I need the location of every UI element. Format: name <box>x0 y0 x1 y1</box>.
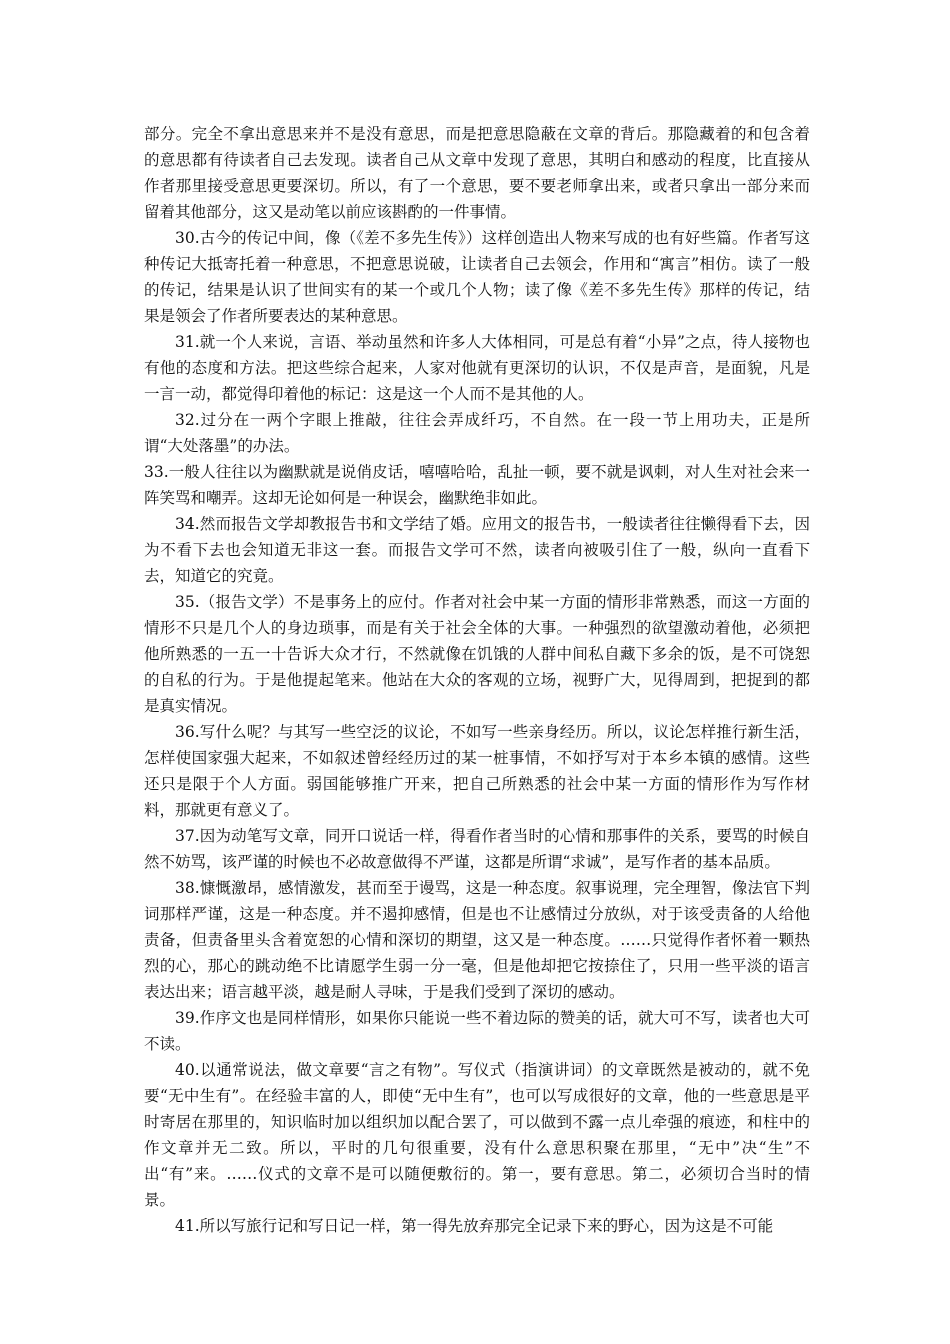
paragraph-37: 37.因为动笔写文章，同开口说话一样，得看作者当时的心情和那事件的关系，要骂的时候自然不妨骂，该严谨的时候也不必故意做得不严谨，这都是所谓“求诚”，是写作者的基本品质。 <box>144 827 810 871</box>
paragraph-35: 35.（报告文学）不是事务上的应付。作者对社会中某一方面的情形非常熟悉，而这一方面的情形不只是几个人的身边琐事，而是有关于社会全体的大事。一种强烈的欲望激动着他，必须把他所熟悉的一五一十告诉大众才行，不然就像在饥饿的人群中间私自藏下多余的饭，是不可饶恕的自私的行为。于是他提起笔来。他站在大众的客观的立场，视野广大，见得周到，把捉到的都是真实情况。 <box>144 593 810 715</box>
paragraph-39: 39.作序文也是同样情形，如果你只能说一些不着边际的赞美的话，就大可不写，读者也大可不读。 <box>144 1009 810 1053</box>
paragraph-32: 32.过分在一两个字眼上推敲，往往会弄成纤巧，不自然。在一段一节上用功夫，正是所谓“大处落墨”的办法。 <box>144 411 810 455</box>
paragraph-38: 38.慷慨激昂，感情激发，甚而至于谩骂，这是一种态度。叙事说理，完全理智，像法官下判词那样严谨，这是一种态度。并不遏抑感情，但是也不让感情过分放纵，对于该受责备的人给他责备，但责备里头含着宽恕的心情和深切的期望，这又是一种态度。……只觉得作者怀着一颗热烈的心，那心的跳动绝不比请愿学生弱一分一毫，但是他却把它按捺住了，只用一些平淡的语言表达出来；语言越平淡，越是耐人寻味，于是我们受到了深切的感动。 <box>144 879 810 1001</box>
paragraph-30: 30.古今的传记中间，像（《差不多先生传》）这样创造出人物来写成的也有好些篇。作者写这种传记大抵寄托着一种意思，不把意思说破，让读者自己去领会，作用和“寓言”相仿。读了一般的传记，结果是认识了世间实有的某一个或几个人物；读了像《差不多先生传》那样的传记，结果是领会了作者所要表达的某种意思。 <box>144 229 810 325</box>
paragraph-34: 34.然而报告文学却教报告书和文学结了婚。应用文的报告书，一般读者往往懒得看下去，因为不看下去也会知道无非这一套。而报告文学可不然，读者向被吸引住了一般，纵向一直看下去，知道它的究竟。 <box>144 515 810 585</box>
document-body <box>144 121 810 1239</box>
paragraph-33: 33.一般人往往以为幽默就是说俏皮话，嘻嘻哈哈，乱扯一顿，要不就是讽刺，对人生对社会来一阵笑骂和嘲弄。这却无论如何是一种误会，幽默绝非如此。 <box>144 463 810 507</box>
paragraph-41: 41.所以写旅行记和写日记一样，第一得先放弃那完全记录下来的野心，因为这是不可能 <box>175 1217 774 1235</box>
paragraph-31: 31.就一个人来说，言语、举动虽然和许多人大体相同，可是总有着“小异”之点，待人接物也有他的态度和方法。把这些综合起来，人家对他就有更深切的认识，不仅是声音，是面貌，凡是一言一动，都觉得印着他的标记：这是这一个人而不是其他的人。 <box>144 333 810 403</box>
paragraph-36: 36.写什么呢？与其写一些空泛的议论，不如写一些亲身经历。所以，议论怎样推行新生活，怎样使国家强大起来，不如叙述曾经经历过的某一桩事情，不如抒写对于本乡本镇的感情。这些还只是限于个人方面。弱国能够推广开来，把自己所熟悉的社会中某一方面的情形作为写作材料，那就更有意义了。 <box>144 723 810 819</box>
paragraph-continuation: 部分。完全不拿出意思来并不是没有意思，而是把意思隐蔽在文章的背后。那隐藏着的和包含着的意思都有待读者自己去发现。读者自己从文章中发现了意思，其明白和感动的程度，比直接从作者那里接受意思更要深切。所以，有了一个意思，要不要老师拿出来，或者只拿出一部分来而留着其他部分，这又是动笔以前应该斟酌的一件事情。 <box>144 125 810 221</box>
paragraph-40: 40.以通常说法，做文章要“言之有物”。写仪式（指演讲词）的文章既然是被动的，就不免要“无中生有”。在经验丰富的人，即使“无中生有”，也可以写成很好的文章，他的一些意思是平时寄居在那里的，知识临时加以组织加以配合罢了，可以做到不露一点儿牵强的痕迹，和柱中的作文章并无二致。所以，平时的几句很重要，没有什么意思积聚在那里，“无中”决“生”不出“有”来。……仪式的文章不是可以随便敷衍的。第一，要有意思。第二，必须切合当时的情景。 <box>144 1061 810 1209</box>
